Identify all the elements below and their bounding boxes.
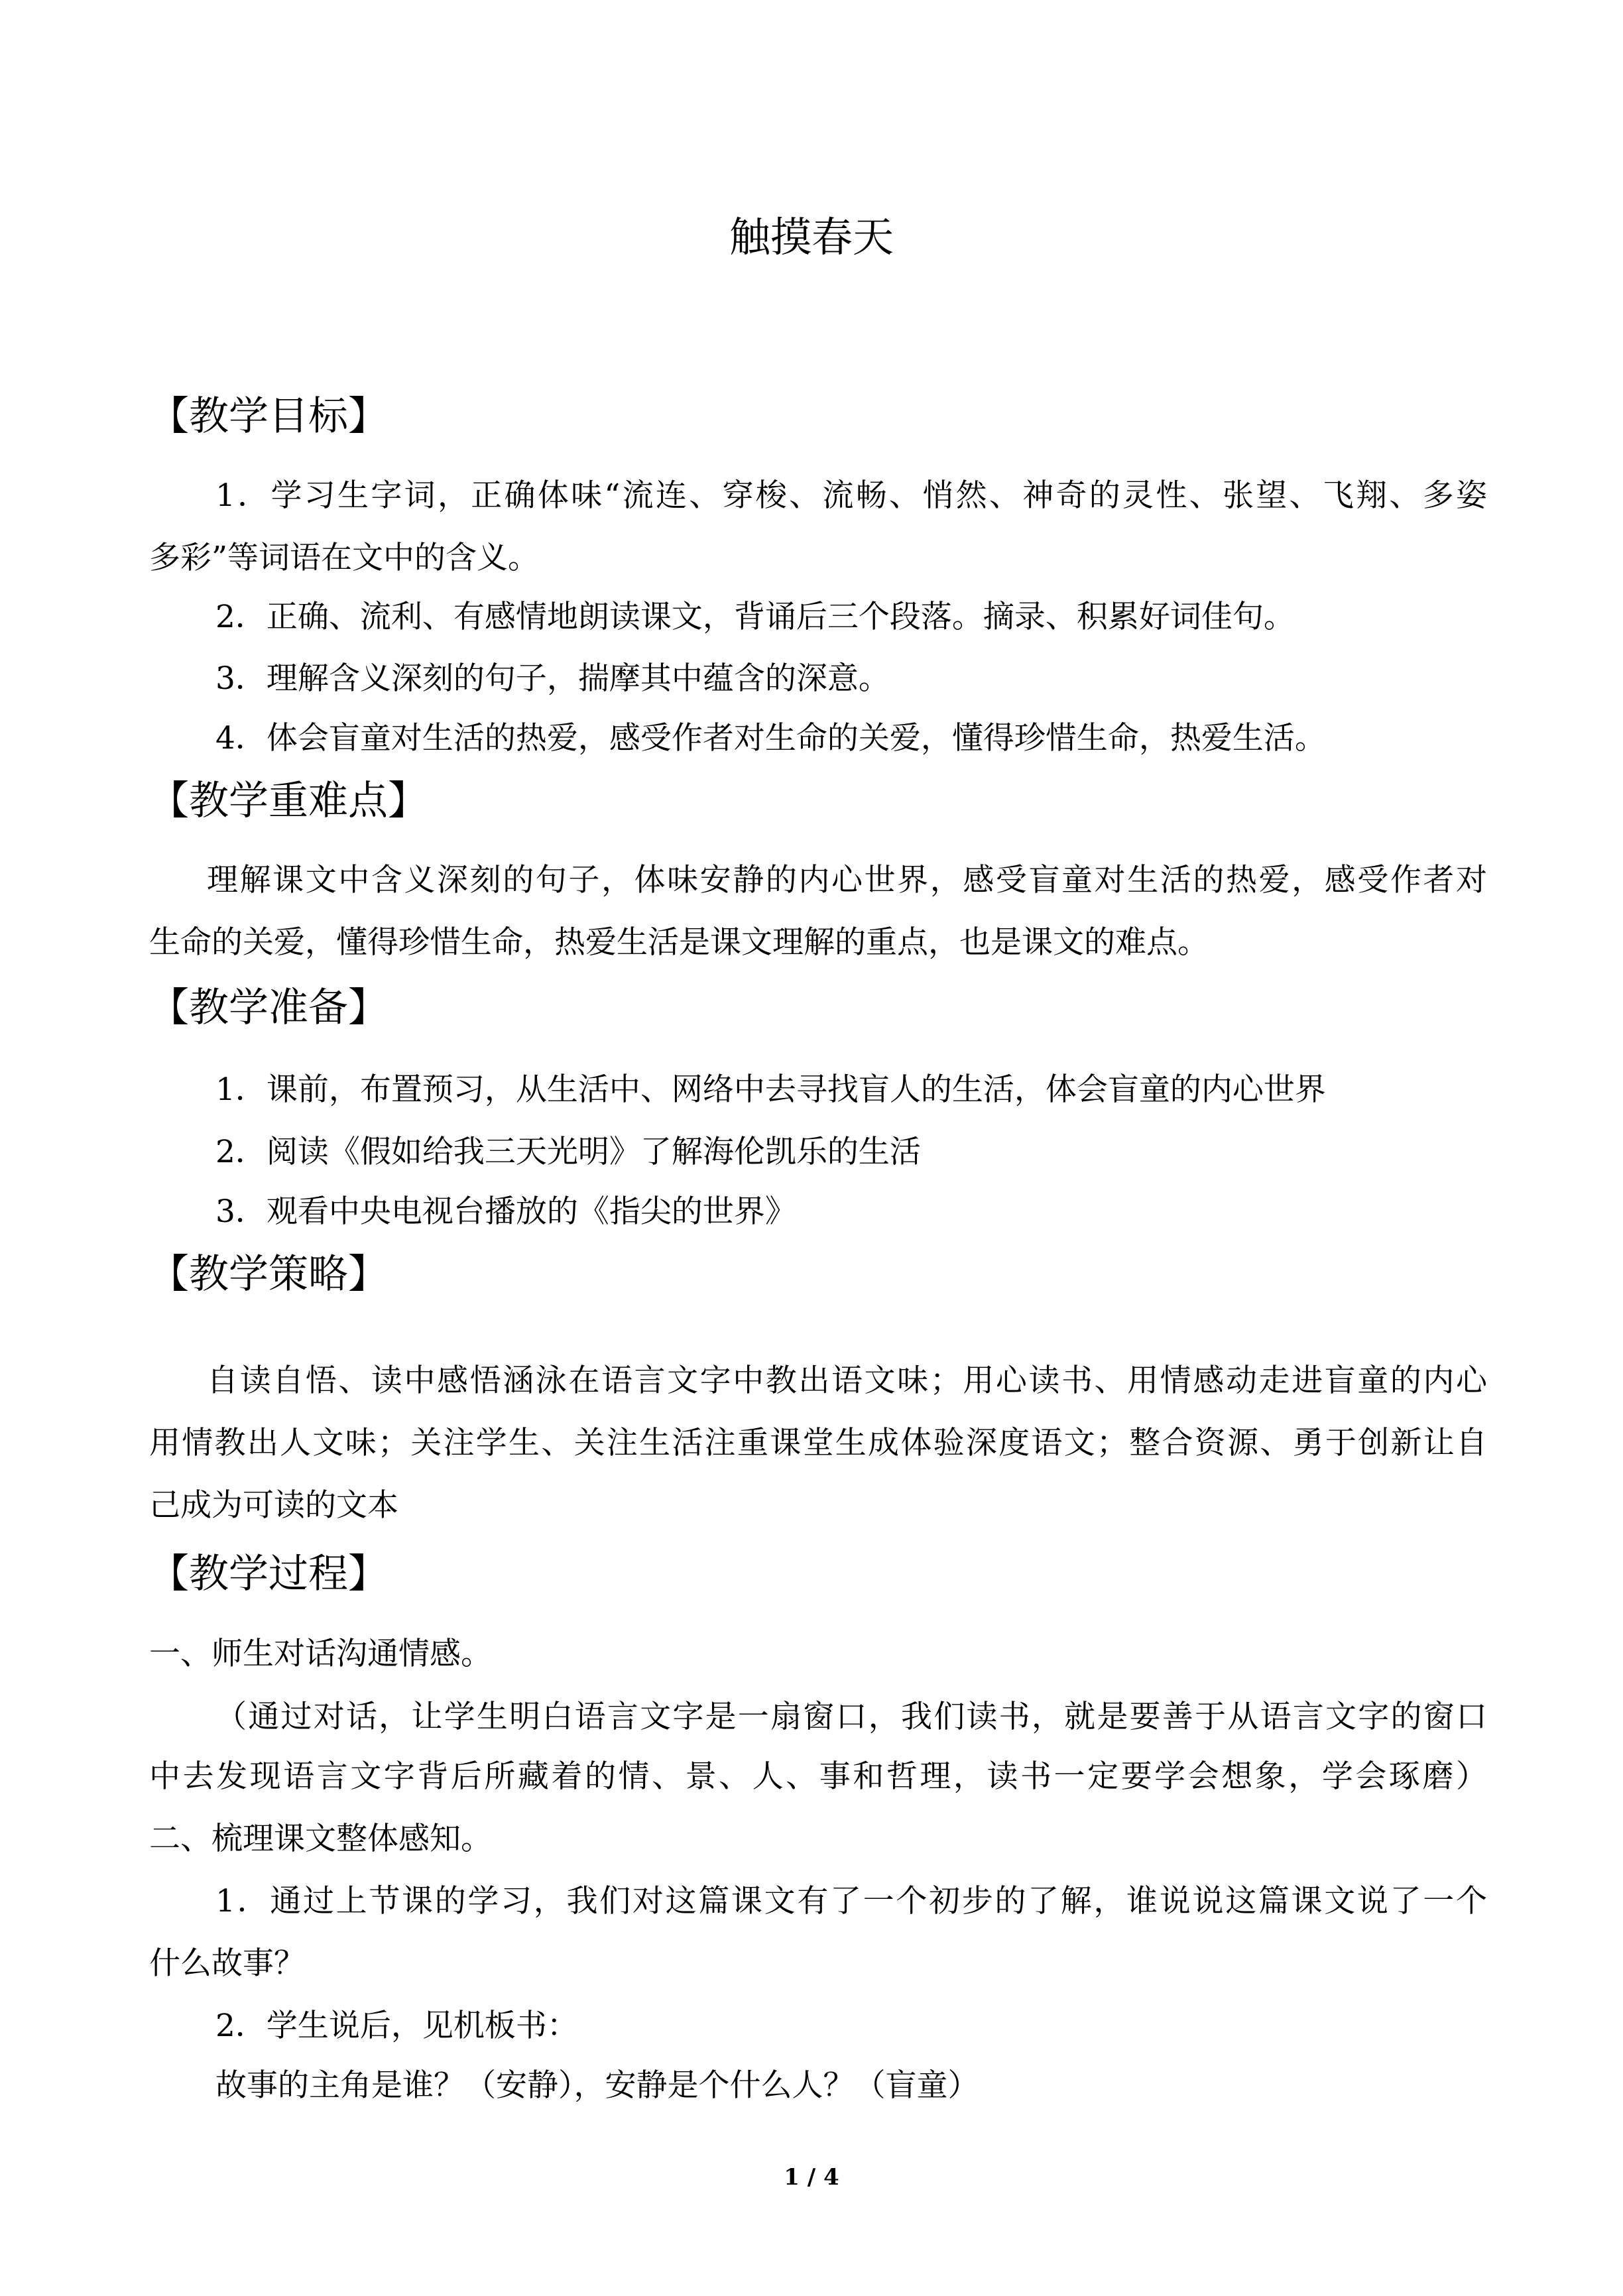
paragraph-line: 什么故事？: [149, 1945, 305, 1982]
paragraph-line: 二、梳理课文整体感知。: [149, 1821, 492, 1857]
paragraph-line: 己成为可读的文本: [149, 1487, 398, 1524]
section-heading-key-points: 【教学重难点】: [149, 778, 428, 824]
page-number: 1 / 4: [784, 2164, 839, 2191]
section-heading-strategy: 【教学策略】: [149, 1251, 388, 1298]
paragraph-line: 自读自悟、读中感悟涵泳在语言文字中教出语文味；用心读书、用情感动走进盲童的内心: [207, 1362, 1487, 1399]
paragraph-line: 4．体会盲童对生活的热爱，感受作者对生命的关爱，懂得珍惜生命，热爱生活。: [215, 720, 1326, 756]
paragraph-line: 用情教出人文味；关注学生、关注生活注重课堂生成体验深度语文；整合资源、勇于创新让自: [149, 1425, 1487, 1461]
paragraph-line: 中去发现语言文字背后所藏着的情、景、人、事和哲理，读书一定要学会想象，学会琢磨）: [149, 1758, 1487, 1795]
section-heading-process: 【教学过程】: [149, 1551, 388, 1597]
paragraph-line: 生命的关爱，懂得珍惜生命，热爱生活是课文理解的重点，也是课文的难点。: [149, 924, 1209, 961]
paragraph-line: 1．通过上节课的学习，我们对这篇课文有了一个初步的了解，谁说说这篇课文说了一个: [215, 1883, 1487, 1919]
document-title: 触摸春天: [729, 213, 894, 261]
paragraph-line: 1．课前，布置预习，从生活中、网络中去寻找盲人的生活，体会盲童的内心世界: [215, 1071, 1326, 1108]
paragraph-line: 1．学习生字词，正确体味“流连、穿梭、流畅、悄然、神奇的灵性、张望、飞翔、多姿: [215, 477, 1487, 514]
paragraph-line: 一、师生对话沟通情感。: [149, 1636, 492, 1672]
paragraph-line: 2．阅读《假如给我三天光明》了解海伦凯乐的生活: [215, 1134, 921, 1170]
paragraph-line: 3．理解含义深刻的句子，揣摩其中蕴含的深意。: [215, 660, 890, 697]
paragraph-line: 3．观看中央电视台播放的《指尖的世界》: [215, 1193, 796, 1230]
section-heading-objectives: 【教学目标】: [149, 393, 388, 440]
paragraph-line: 理解课文中含义深刻的句子，体味安静的内心世界，感受盲童对生活的热爱，感受作者对: [207, 862, 1487, 898]
paragraph-line: 故事的主角是谁？（安静），安静是个什么人？（盲童）: [215, 2067, 979, 2104]
paragraph-line: 2．学生说后，见机板书：: [215, 2008, 578, 2044]
paragraph-line: （通过对话，让学生明白语言文字是一扇窗口，我们读书，就是要善于从语言文字的窗口: [215, 1699, 1487, 1735]
paragraph-line: 多彩”等词语在文中的含义。: [149, 540, 540, 576]
paragraph-line: 2．正确、流利、有感情地朗读课文，背诵后三个段落。摘录、积累好词佳句。: [215, 599, 1295, 635]
section-heading-preparation: 【教学准备】: [149, 985, 388, 1031]
